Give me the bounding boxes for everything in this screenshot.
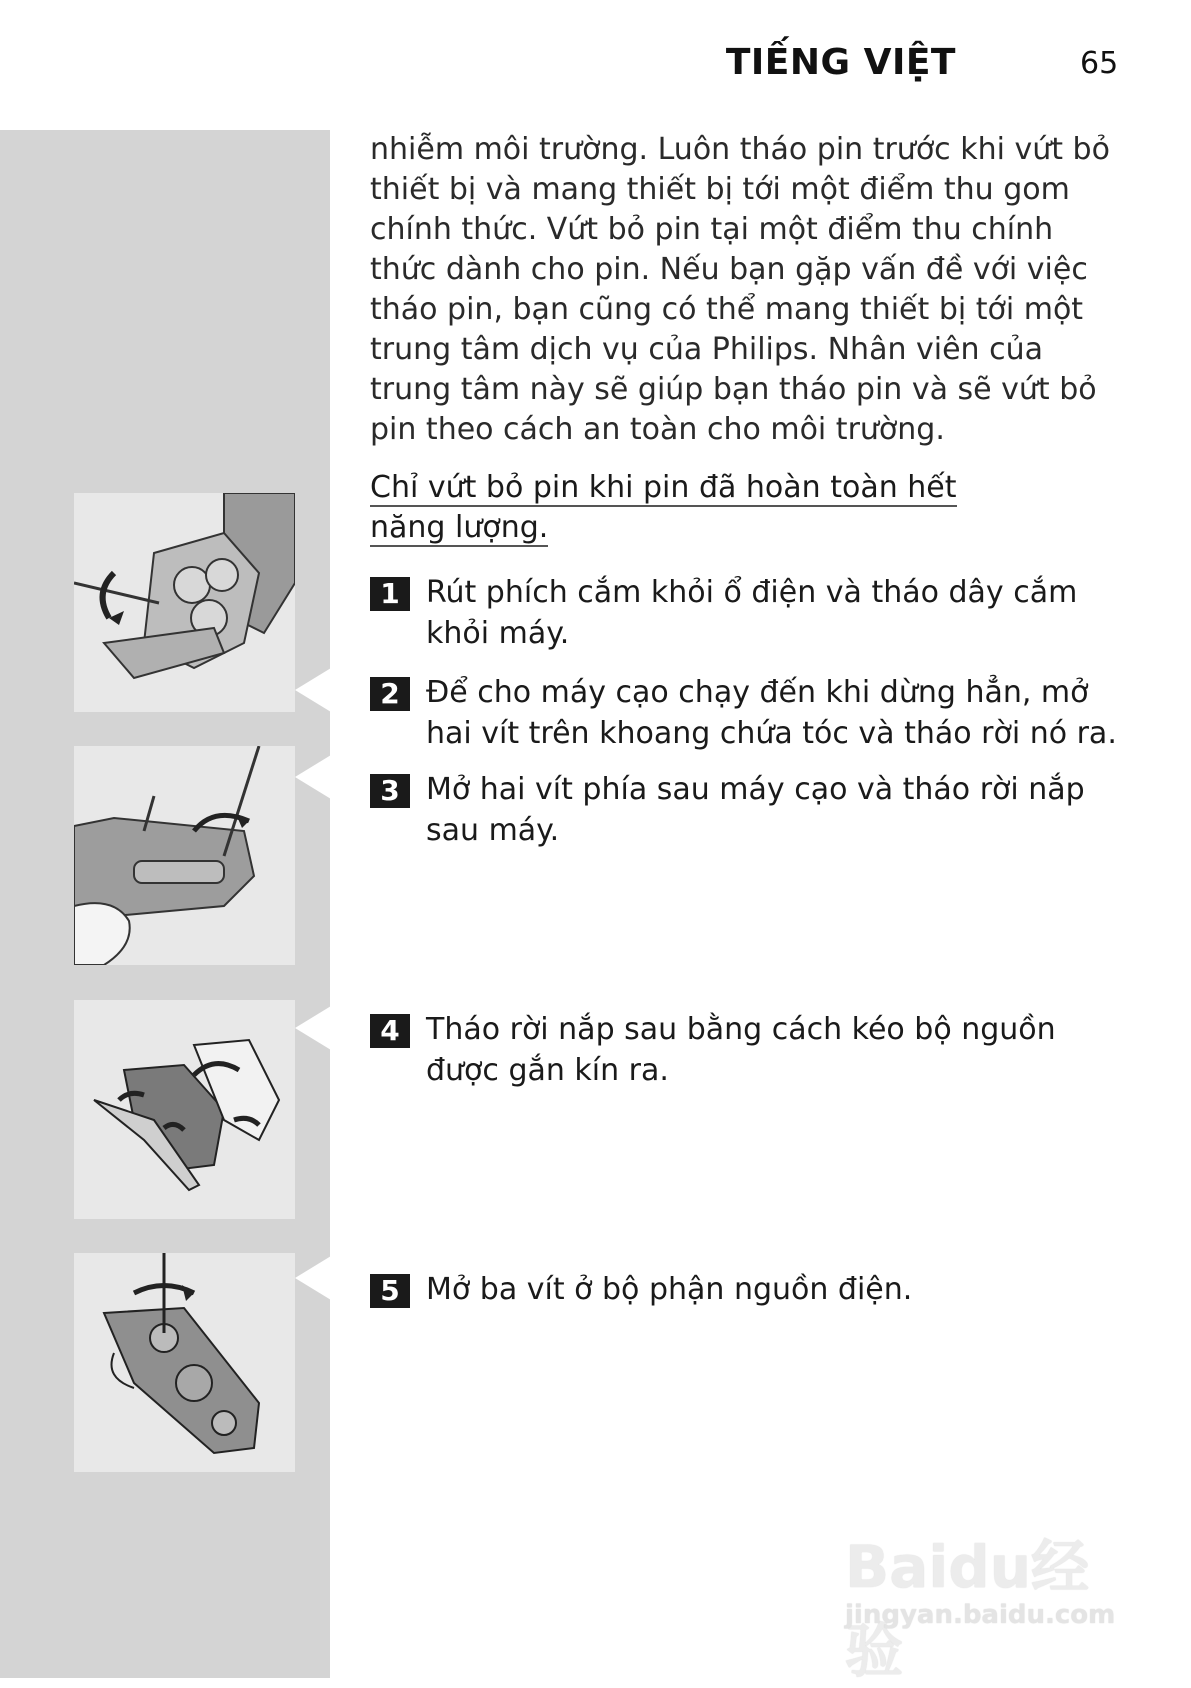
figure-shaver-back (74, 746, 295, 965)
step-text: Rút phích cắm khỏi ổ điện và tháo dây cắm khỏi máy. (426, 575, 1078, 651)
step-text: Mở hai vít phía sau máy cạo và tháo rời nắp sau máy. (426, 772, 1085, 848)
figure-pointer (295, 668, 331, 712)
step-1 (370, 572, 1120, 654)
body-paragraph: nhiễm môi trường. Luôn tháo pin trước khi vứt bỏ thiết bị và mang thiết bị tới một điểm thu gom chính thức. Vứt bỏ pin tại một điểm thu chính thức dành cho pin. Nếu bạn gặp vấn đề với việc tháo pin, bạn cũng có thể mang thiết bị tới một trung tâm dịch vụ của Philips. Nhân viên của trung tâm này sẽ giúp bạn tháo pin và sẽ vứt bỏ pin theo cách an toàn cho môi trường. (370, 132, 1110, 447)
figure-shaver-head (74, 493, 295, 712)
step-number: 4 (370, 1014, 410, 1048)
step-number: 1 (370, 577, 410, 611)
step-text: Để cho máy cạo chạy đến khi dừng hẳn, mở hai vít trên khoang chứa tóc và tháo rời nó ra. (426, 675, 1117, 751)
figure-power-unit-removal (74, 1000, 295, 1219)
step-number: 2 (370, 677, 410, 711)
step-3 (370, 769, 1120, 851)
step-4 (370, 1009, 1120, 1091)
watermark-logo: Baidu经验 (845, 1533, 1090, 1685)
step-number: 5 (370, 1274, 410, 1308)
disposal-warning (370, 468, 1030, 548)
figure-power-unit-screws (74, 1253, 295, 1472)
step-text: Mở ba vít ở bộ phận nguồn điện. (426, 1272, 913, 1307)
figure-pointer (295, 755, 331, 799)
step-5 (370, 1269, 1120, 1310)
warning-text: Chỉ vứt bỏ pin khi pin đã hoàn toàn hết năng lượng. (370, 470, 957, 545)
step-number: 3 (370, 774, 410, 808)
figure-pointer (295, 1256, 331, 1300)
language-heading: TIẾNG VIỆT (725, 42, 956, 83)
baidu-watermark (845, 1500, 1125, 1685)
page-number: 65 (1080, 46, 1119, 81)
watermark-url: jingyan.baidu.com (845, 1600, 1116, 1630)
figure-pointer (295, 1006, 331, 1050)
step-text: Tháo rời nắp sau bằng cách kéo bộ nguồn được gắn kín ra. (426, 1012, 1056, 1088)
step-2 (370, 672, 1120, 754)
